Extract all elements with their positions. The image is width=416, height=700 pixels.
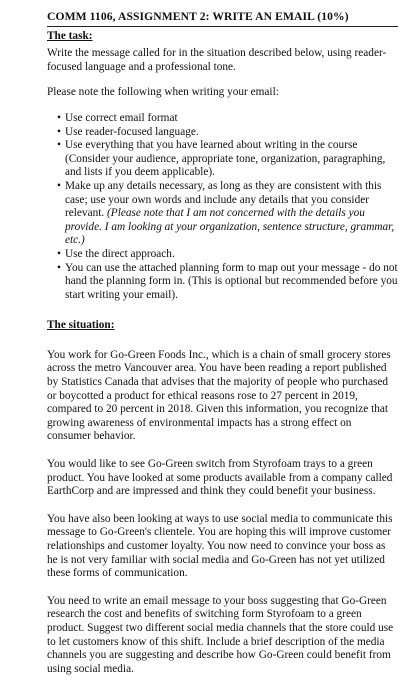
bullet-icon: •	[57, 125, 61, 138]
list-item-text: Use reader-focused language.	[65, 125, 199, 138]
bullet-icon: •	[57, 111, 61, 124]
list-item-text: Make up any details necessary, as long as they are consistent with this case; use your own words and include any details that you consider relevant.	[65, 179, 382, 220]
list-item	[57, 262, 398, 303]
task-heading: The task:	[47, 29, 93, 42]
list-item-text: Use correct email format	[65, 111, 178, 124]
list-item-text: Use everything that you have learned about writing in the course (Consider your audience, appropriate tone, organization, paragraphing, and lists if you deem applicable).	[65, 139, 386, 179]
list-item-text: You can use the attached planning form to map out your message - do not hand the planning form in. (This is optional but recommended before you start writing your email).	[65, 261, 398, 301]
list-item	[57, 248, 398, 262]
list-item-italic-note: (Please note that I am not concerned with the details you provide. I am looking at your organization, sentence structure, grammar, etc.)	[65, 207, 395, 247]
situation-paragraph: You would like to see Go-Green switch from Styrofoam trays to a green product. You have looked at some products available from a company called EarthCorp and are impressed and think they could benefit your business.	[47, 458, 393, 498]
task-note: Please note the following when writing your email:	[47, 86, 279, 99]
bullet-icon: •	[57, 261, 61, 274]
situation-heading: The situation:	[47, 319, 115, 332]
document-title: COMM 1106, ASSIGNMENT 2: WRITE AN EMAIL (10%)	[47, 10, 398, 27]
task-intro: Write the message called for in the situation described below, using reader-focused language and a professional tone.	[47, 47, 387, 73]
list-item-text: Use the direct approach.	[65, 247, 175, 260]
situation-paragraph: You need to write an email message to your boss suggesting that Go-Green research the cost and benefits of switching form Styrofoam to a green product. Suggest two different social media channels that the store could use to let customers know of this shift. Include a brief description of the media channels you are suggesting and describe how Go-Green could benefit from using social media.	[47, 594, 394, 675]
list-item	[57, 180, 398, 248]
list-item	[57, 126, 398, 140]
bullet-icon: •	[57, 179, 61, 192]
list-item	[57, 112, 398, 126]
bullet-icon: •	[57, 139, 61, 152]
requirements-list	[57, 112, 398, 302]
situation-paragraph: You work for Go-Green Foods Inc., which is a chain of small grocery stores across the metro Vancouver area. You have been reading a report published by Statistics Canada that advises that the majority of people who purchased or boycotted a product for ethical reasons rose to 27 percent in 2019, compared to 20 percent in 2018. Given this information, you recognize that growing awareness of environmental impacts has a strong effect on consumer behavior.	[47, 348, 391, 443]
bullet-icon: •	[57, 247, 61, 260]
situation-paragraph: You have also been looking at ways to use social media to communicate this message to Go-Green's clientele. You are hoping this will improve customer relationships and customer loyalty. You now need to convince your boss as he is not very familiar with social media and Go-Green has not yet utilized these forms of communication.	[47, 512, 393, 580]
list-item	[57, 139, 398, 180]
